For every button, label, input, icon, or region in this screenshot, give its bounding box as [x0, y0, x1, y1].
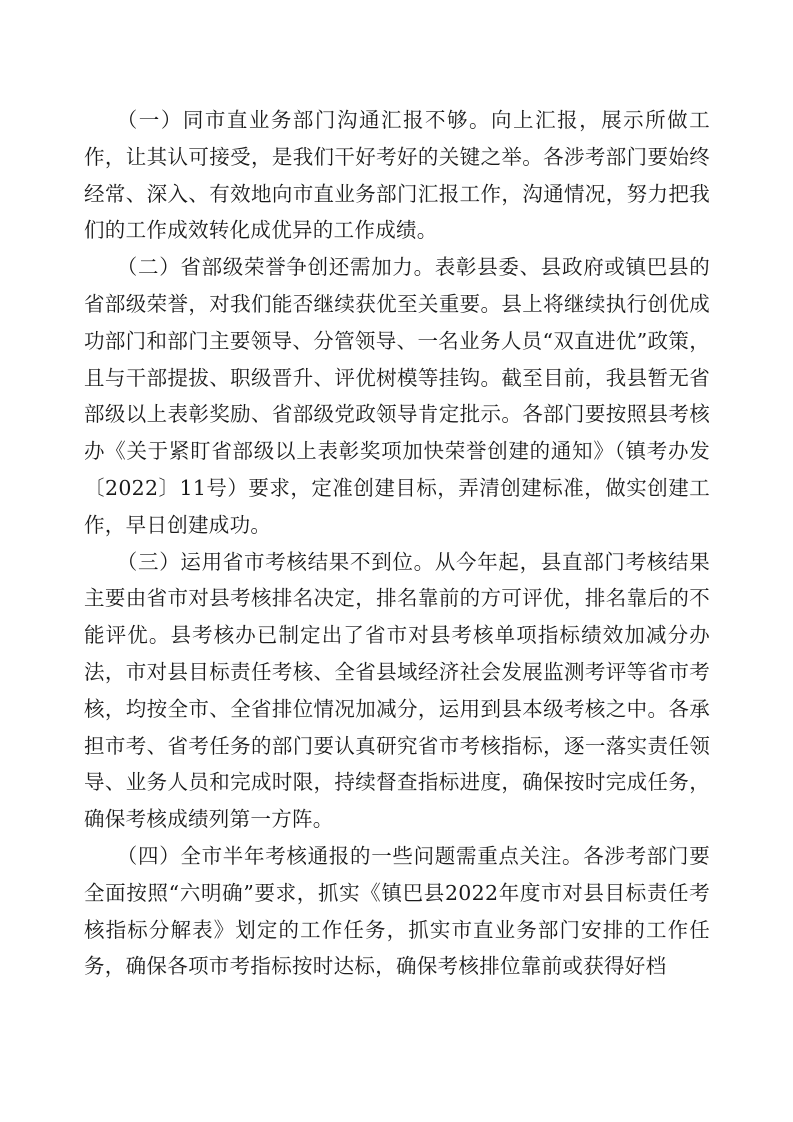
paragraph-3: （三）运用省市考核结果不到位。从今年起，县直部门考核结果主要由省市对县考核排名决定，排名靠前的方可评优，排名靠后的不能评优。县考核办已制定出了省市对县考核单项指标绩效加减分办法，市对县目标责任考核、全省县域经济社会发展监测考评等省市考核，均按全市、全省排位情况加减分，运用到县本级考核之中。各承担市考、省考任务的部门要认真研究省市考核指标，逐一落实责任领导、业务人员和完成时限，持续督查指标进度，确保按时完成任务，确保考核成绩列第一方阵。: [84, 549, 710, 832]
paragraph-2: （二）省部级荣誉争创还需加力。表彰县委、县政府或镇巴县的省部级荣誉，对我们能否继续获优至关重要。县上将继续执行创优成功部门和部门主要领导、分管领导、一名业务人员“双直进优”政策，且与干部提拔、职级晋升、评优树模等挂钩。截至目前，我县暂无省部级以上表彰奖励、省部级党政领导肯定批示。各部门要按照县考核办《关于紧盯省部级以上表彰奖项加快荣誉创建的通知》（镇考办发〔2022〕11号）要求，定准创建目标，弄清创建标准，做实创建工作，早日创建成功。: [84, 255, 710, 537]
paragraph-1: （一）同市直业务部门沟通汇报不够。向上汇报，展示所做工作，让其认可接受，是我们干好考好的关键之举。各涉考部门要始终经常、深入、有效地向市直业务部门汇报工作，沟通情况，努力把我们的工作成效转化成优异的工作成绩。: [84, 108, 710, 243]
document-body: [84, 102, 710, 985]
paragraph-4: （四）全市半年考核通报的一些问题需重点关注。各涉考部门要全面按照“六明确”要求，抓实《镇巴县2022年度市对县目标责任考核指标分解表》划定的工作任务，抓实市直业务部门安排的工作任务，确保各项市考指标按时达标，确保考核排位靠前或获得好档: [84, 843, 710, 979]
